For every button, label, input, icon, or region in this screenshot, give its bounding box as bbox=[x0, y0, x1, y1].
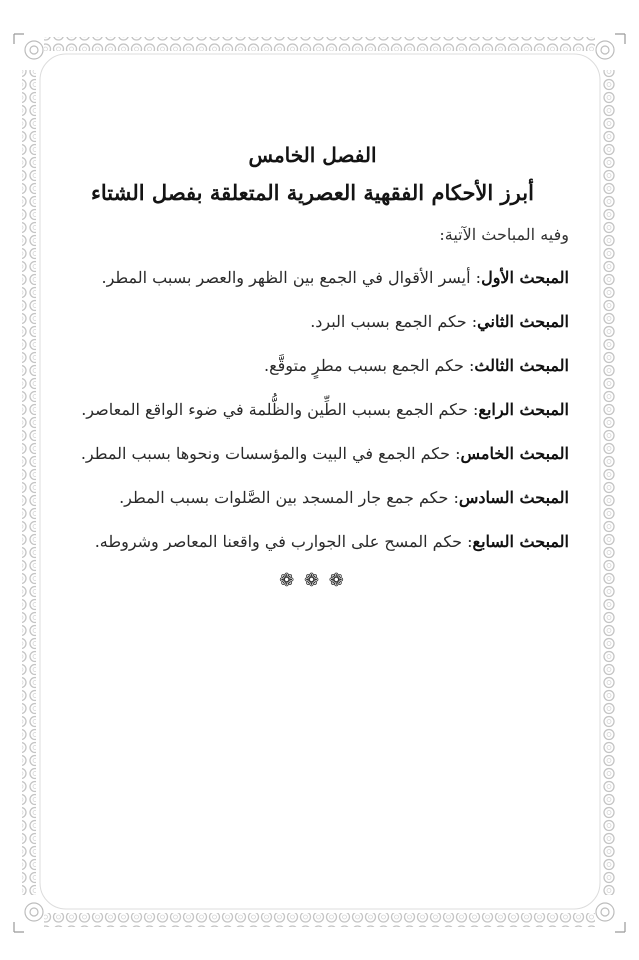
section-text: حكم الجمع بسبب البرد. bbox=[310, 312, 467, 331]
section-item-7: المبحث السابع: حكم المسح على الجوارب في واقعنا المعاصر وشروطه. bbox=[94, 532, 569, 551]
section-text: حكم الجمع في البيت والمؤسسات ونحوها بسبب المطر. bbox=[80, 444, 451, 463]
section-separator: ❁ ❁ ❁ bbox=[279, 570, 346, 591]
section-label: المبحث الخامس bbox=[460, 444, 569, 463]
section-text: حكم الجمع بسبب مطرٍ متوقَّع. bbox=[264, 356, 464, 375]
section-item-4: المبحث الرابع: حكم الجمع بسبب الطِّين والظُّلمة في ضوء الواقع المعاصر. bbox=[81, 400, 569, 419]
chapter-title: أبرز الأحكام الفقهية العصرية المتعلقة بفصل الشتاء bbox=[91, 180, 534, 205]
section-item-1: المبحث الأول: أيسر الأقوال في الجمع بين الظهر والعصر بسبب المطر. bbox=[101, 268, 569, 287]
section-label: المبحث الثاني bbox=[477, 312, 569, 331]
section-text: حكم جمع جار المسجد بين الصَّلوات بسبب المطر. bbox=[119, 488, 449, 507]
section-item-2: المبحث الثاني: حكم الجمع بسبب البرد. bbox=[310, 312, 569, 331]
section-text: أيسر الأقوال في الجمع بين الظهر والعصر بسبب المطر. bbox=[101, 268, 471, 287]
section-label: المبحث الرابع bbox=[478, 400, 569, 419]
section-text: حكم الجمع بسبب الطِّين والظُّلمة في ضوء الواقع المعاصر. bbox=[81, 400, 468, 419]
page-content bbox=[56, 140, 569, 591]
section-label: المبحث السابع bbox=[472, 532, 569, 551]
section-label: المبحث الأول bbox=[481, 268, 569, 287]
section-item-5: المبحث الخامس: حكم الجمع في البيت والمؤسسات ونحوها بسبب المطر. bbox=[80, 444, 569, 463]
section-item-3: المبحث الثالث: حكم الجمع بسبب مطرٍ متوقَّع. bbox=[264, 356, 569, 375]
section-label: المبحث السادس bbox=[458, 488, 569, 507]
section-item-6: المبحث السادس: حكم جمع جار المسجد بين الصَّلوات بسبب المطر. bbox=[119, 488, 569, 507]
section-label: المبحث الثالث bbox=[474, 356, 569, 375]
chapter-number: الفصل الخامس bbox=[248, 143, 377, 167]
intro-text: وفيه المباحث الآتية: bbox=[439, 225, 569, 244]
section-text: حكم المسح على الجوارب في واقعنا المعاصر وشروطه. bbox=[94, 532, 463, 551]
